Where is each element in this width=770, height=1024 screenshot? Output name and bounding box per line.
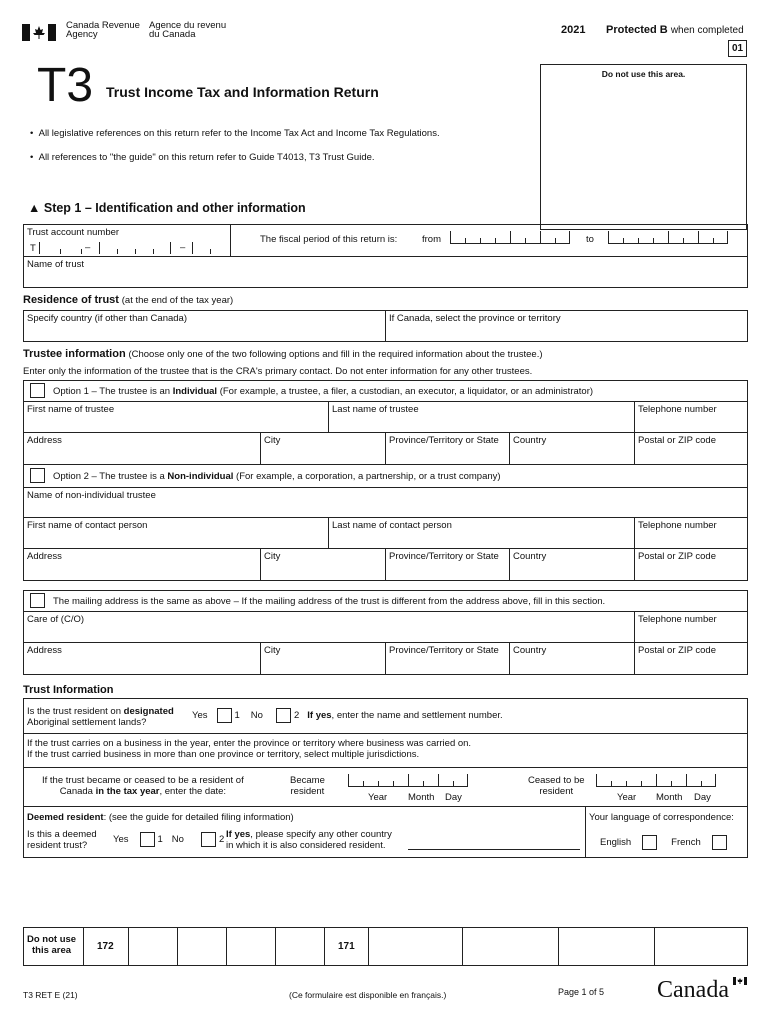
if-yes-label: , enter the name and settlement number. bbox=[331, 710, 503, 721]
deemed-question-2: resident trust? bbox=[27, 840, 88, 851]
english-checkbox[interactable] bbox=[642, 835, 657, 850]
agency-name-en-1: Canada Revenue bbox=[66, 20, 140, 31]
bottom-do-not-use-1: Do not use bbox=[27, 934, 77, 945]
contact-country-field[interactable] bbox=[509, 548, 635, 581]
phone-label: Telephone number bbox=[638, 520, 717, 531]
deemed-no-checkbox[interactable] bbox=[201, 832, 216, 847]
page-number: Page 1 of 5 bbox=[558, 987, 605, 997]
residence-note: (at the end of the tax year) bbox=[121, 295, 234, 306]
account-digits-3[interactable] bbox=[192, 242, 222, 254]
deemed-no-code: 2 bbox=[218, 834, 225, 845]
designated-yes-label: Yes bbox=[192, 710, 208, 721]
mailing-country-field[interactable] bbox=[509, 642, 635, 675]
name-of-trust-label: Name of trust bbox=[27, 259, 85, 270]
province-label: If Canada, select the province or territory bbox=[389, 313, 561, 324]
deemed-no-label: No bbox=[171, 834, 184, 845]
do-not-use-label: Do not use this area. bbox=[601, 69, 686, 79]
fiscal-to-date[interactable] bbox=[608, 232, 728, 244]
french-label: French bbox=[671, 837, 701, 848]
trustee-subnote: Enter only the information of the trustee that is the CRA's primary contact. Do not enter information for any other trustees. bbox=[23, 366, 533, 377]
phone-label: Telephone number bbox=[638, 614, 717, 625]
deemed-yes-label: Yes bbox=[113, 834, 129, 845]
protected-b-label: Protected B bbox=[606, 24, 668, 36]
deemed-if-yes-bold: If yes bbox=[226, 829, 251, 840]
fiscal-from-label: from bbox=[422, 234, 441, 245]
option2-checkbox[interactable] bbox=[30, 468, 45, 483]
when-completed-label: when completed bbox=[670, 25, 744, 36]
mailing-same-label: The mailing address is the same as above – If the mailing address of the trust is different from the address above, fill in this section. bbox=[53, 596, 606, 607]
province-select[interactable] bbox=[385, 310, 748, 342]
note-legislative: All legislative references on this return refer to the Income Tax Act and Income Tax Regulations. bbox=[38, 128, 440, 139]
country-label: Specify country (if other than Canada) bbox=[27, 313, 188, 324]
ceased-year-label: Year bbox=[617, 792, 637, 803]
city-label: City bbox=[264, 551, 281, 562]
postal-label: Postal or ZIP code bbox=[638, 551, 716, 562]
contact-city-field[interactable] bbox=[260, 548, 386, 581]
contact-province-field[interactable] bbox=[385, 548, 510, 581]
designated-no-code: 2 bbox=[293, 710, 300, 721]
bottom-do-not-use-area bbox=[23, 927, 748, 966]
option1-bold: Individual bbox=[172, 386, 218, 397]
city-label: City bbox=[264, 435, 281, 446]
business-province-field[interactable] bbox=[23, 733, 748, 768]
designated-yes-code: 1 bbox=[234, 710, 240, 721]
residence-heading: Residence of trust bbox=[23, 294, 119, 306]
city-label: City bbox=[264, 645, 281, 656]
trustee-country-field[interactable] bbox=[509, 432, 635, 465]
contact-last-label: Last name of contact person bbox=[332, 520, 452, 531]
bottom-do-not-use-2: this area bbox=[32, 945, 72, 956]
became-month-label: Month bbox=[408, 792, 435, 803]
step1-heading: Step 1 – Identification and other information bbox=[43, 201, 306, 215]
language-label: Your language of correspondence: bbox=[589, 812, 734, 823]
became-day-label: Day bbox=[445, 792, 462, 803]
country-field[interactable] bbox=[23, 310, 386, 342]
if-yes-bold: If yes bbox=[307, 710, 332, 721]
care-of-label: Care of (C/O) bbox=[27, 614, 85, 625]
form-code: T3 RET E (21) bbox=[23, 990, 78, 1000]
trustee-province-field[interactable] bbox=[385, 432, 510, 465]
contact-postal-field[interactable] bbox=[634, 548, 748, 581]
option1-checkbox[interactable] bbox=[30, 383, 45, 398]
fiscal-from-date[interactable] bbox=[450, 232, 570, 244]
deemed-if-yes-1: , please specify any other country bbox=[250, 829, 392, 840]
option2-bold: Non-individual bbox=[167, 471, 234, 482]
fiscal-to-label: to bbox=[586, 234, 594, 245]
mailing-address-field[interactable] bbox=[23, 642, 261, 675]
code-171: 171 bbox=[338, 941, 355, 952]
ceased-label-1: Ceased to be bbox=[528, 775, 585, 786]
account-dash-1: – bbox=[85, 242, 91, 253]
became-label-1: Became bbox=[290, 775, 325, 786]
resident-label-2: Canada bbox=[59, 786, 93, 797]
bullet: • bbox=[30, 128, 34, 139]
became-resident-date[interactable] bbox=[348, 775, 468, 787]
triangle-icon: ▲ bbox=[28, 201, 41, 215]
province-state-label: Province/Territory or State bbox=[389, 551, 499, 562]
agency-name-fr-1: Agence du revenu bbox=[149, 20, 227, 31]
account-digits-2[interactable] bbox=[99, 242, 171, 254]
do-not-use-area bbox=[540, 64, 747, 230]
resident-label-1: If the trust became or ceased to be a resident of bbox=[42, 775, 244, 786]
address-label: Address bbox=[27, 551, 62, 562]
trustee-first-name-field[interactable] bbox=[23, 401, 329, 433]
country-label: Country bbox=[513, 435, 547, 446]
account-dash-2: – bbox=[180, 242, 186, 253]
resident-bold: in the tax year bbox=[95, 786, 160, 797]
ceased-month-label: Month bbox=[656, 792, 683, 803]
deemed-bold: Deemed resident bbox=[27, 812, 104, 823]
ceased-day-label: Day bbox=[694, 792, 711, 803]
account-prefix: T bbox=[30, 243, 36, 254]
phone-label: Telephone number bbox=[638, 404, 717, 415]
contact-first-name-field[interactable] bbox=[23, 517, 329, 549]
ceased-label-2: resident bbox=[539, 786, 574, 797]
care-of-field[interactable] bbox=[23, 611, 635, 643]
agency-name-fr-2: du Canada bbox=[149, 29, 196, 40]
deemed-question-1: Is this a deemed bbox=[27, 829, 97, 840]
postal-label: Postal or ZIP code bbox=[638, 645, 716, 656]
other-country-input[interactable] bbox=[408, 849, 580, 850]
code-172: 172 bbox=[97, 941, 114, 952]
designated-bold: designated bbox=[123, 706, 174, 717]
non-individual-name-label: Name of non-individual trustee bbox=[27, 490, 156, 501]
canada-wordmark: Canada bbox=[657, 977, 729, 1003]
became-label-2: resident bbox=[290, 786, 325, 797]
tax-year: 2021 bbox=[561, 24, 586, 36]
note-guide: All references to "the guide" on this return refer to Guide T4013, T3 Trust Guide. bbox=[38, 152, 375, 163]
wordmark-flag-icon bbox=[733, 977, 747, 988]
business-label-2: If the trust carried business in more than one province or territory, select multiple jurisdictions. bbox=[27, 749, 420, 760]
fiscal-period-label: The fiscal period of this return is: bbox=[260, 234, 398, 245]
page-code: 01 bbox=[728, 40, 747, 57]
trustee-last-name-field[interactable] bbox=[328, 401, 635, 433]
mailing-province-field[interactable] bbox=[385, 642, 510, 675]
trustee-postal-field[interactable] bbox=[634, 432, 748, 465]
contact-first-label: First name of contact person bbox=[27, 520, 148, 531]
province-state-label: Province/Territory or State bbox=[389, 645, 499, 656]
form-number: T3 bbox=[37, 59, 94, 112]
non-individual-name-field[interactable] bbox=[23, 487, 748, 518]
mailing-phone-field[interactable] bbox=[634, 611, 748, 643]
deemed-yes-code: 1 bbox=[157, 834, 163, 845]
designated-no-checkbox[interactable] bbox=[276, 708, 291, 723]
bullet: • bbox=[30, 152, 34, 163]
mailing-same-checkbox[interactable] bbox=[30, 593, 45, 608]
mailing-city-field[interactable] bbox=[260, 642, 386, 675]
trustee-note: (Choose only one of the two following options and fill in the required information about the trustee.) bbox=[128, 349, 543, 360]
trustee-heading: Trustee information bbox=[23, 348, 126, 360]
designated-label: Is the trust resident on bbox=[27, 706, 121, 717]
contact-address-field[interactable] bbox=[23, 548, 261, 581]
province-state-label: Province/Territory or State bbox=[389, 435, 499, 446]
address-label: Address bbox=[27, 435, 62, 446]
name-of-trust-field[interactable] bbox=[23, 256, 748, 288]
contact-phone-field[interactable] bbox=[634, 517, 748, 549]
account-label: Trust account number bbox=[27, 227, 120, 238]
trustee-phone-field[interactable] bbox=[634, 401, 748, 433]
english-label: English bbox=[600, 837, 632, 848]
country-label: Country bbox=[513, 551, 547, 562]
deemed-label: : (see the guide for detailed filing information) bbox=[103, 812, 294, 823]
trustee-address-field[interactable] bbox=[23, 432, 261, 465]
deemed-if-yes-2: in which it is also considered resident. bbox=[226, 840, 386, 851]
trustee-city-field[interactable] bbox=[260, 432, 386, 465]
postal-label: Postal or ZIP code bbox=[638, 435, 716, 446]
last-name-label: Last name of trustee bbox=[332, 404, 419, 415]
agency-name-en-2: Agency bbox=[66, 29, 98, 40]
option1-note: (For example, a trustee, a filer, a custodian, an executor, a liquidator, or an administrator) bbox=[219, 386, 594, 397]
option2-label: Option 2 – The trustee is a bbox=[53, 471, 165, 482]
first-name-label: First name of trustee bbox=[27, 404, 115, 415]
resident-label-3: , enter the date: bbox=[159, 786, 227, 797]
trust-info-heading: Trust Information bbox=[23, 684, 114, 696]
option2-note: (For example, a corporation, a partnership, or a trust company) bbox=[236, 471, 501, 482]
account-digits-1[interactable] bbox=[39, 242, 82, 254]
contact-last-name-field[interactable] bbox=[328, 517, 635, 549]
designated-no-label: No bbox=[250, 710, 263, 721]
deemed-yes-checkbox[interactable] bbox=[140, 832, 155, 847]
designated-label-2: Aboriginal settlement lands? bbox=[27, 717, 147, 728]
business-label-1: If the trust carries on a business in the year, enter the province or territory where business was carried on. bbox=[27, 738, 472, 749]
french-checkbox[interactable] bbox=[712, 835, 727, 850]
form-title: Trust Income Tax and Information Return bbox=[106, 84, 379, 100]
canada-flag-icon bbox=[22, 24, 56, 41]
country-label: Country bbox=[513, 645, 547, 656]
ceased-resident-date[interactable] bbox=[596, 775, 716, 787]
option1-label: Option 1 – The trustee is an bbox=[53, 386, 171, 397]
address-label: Address bbox=[27, 645, 62, 656]
mailing-postal-field[interactable] bbox=[634, 642, 748, 675]
french-availability: (Ce formulaire est disponible en français.) bbox=[289, 990, 447, 1000]
became-year-label: Year bbox=[368, 792, 388, 803]
designated-yes-checkbox[interactable] bbox=[217, 708, 232, 723]
